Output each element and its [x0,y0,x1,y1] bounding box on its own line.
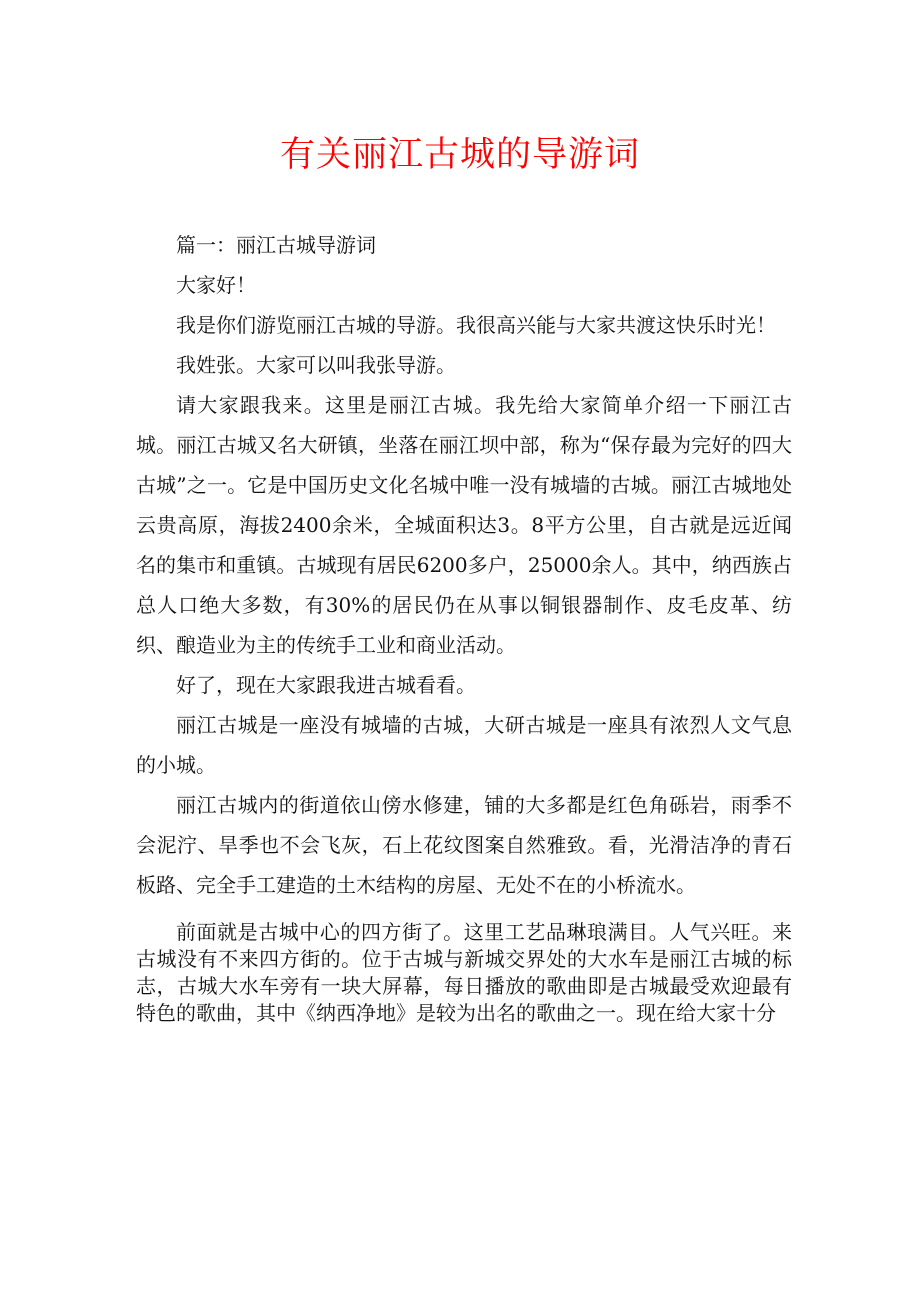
paragraph-square-street: 前面就是古城中心的四方街了。这里工艺品琳琅满目。人气兴旺。来古城没有不来四方街的。位于古城与新城交界处的大水车是丽江古城的标志，古城大水车旁有一块大屏幕，每日播放的歌曲即是古城最受欢迎最有特色的歌曲，其中《纳西净地》是较为出名的歌曲之一。现在给大家十分 [136,920,792,1025]
paragraph-no-wall: 丽江古城是一座没有城墙的古城，大研古城是一座具有浓烈人文气息的小城。 [136,713,792,777]
paragraph-streets: 丽江古城内的街道依山傍水修建，铺的大多都是红色角砾岩，雨季不会泥泞、旱季也不会飞灰，石上花纹图案自然雅致。看，光滑洁净的青石板路、完全手工建造的土木结构的房屋、无处不在的小桥流水。 [136,793,792,897]
paragraph-section-heading: 篇一：丽江古城导游词 [176,233,376,257]
paragraph-intro: 我是你们游览丽江古城的导游。我很高兴能与大家共渡这快乐时光！ [176,313,776,337]
paragraph-guide-name: 我姓张。大家可以叫我张导游。 [176,353,456,377]
document-body [136,225,792,1027]
document-title: 有关丽江古城的导游词 [279,135,640,175]
paragraph-city-overview: 请大家跟我来。这里是丽江古城。我先给大家简单介绍一下丽江古城。丽江古城又名大研镇，坐落在丽江坝中部，称为“保存最为完好的四大古城”之一。它是中国历史文化名城中唯一没有城墙的古城。丽江古城地处云贵高原，海拔2400余米，全城面积达3。8平方公里，自古就是远近闻名的集市和重镇。古城现有居民6200多户，25000余人。其中，纳西族占总人口绝大多数，有30%的居民仍在从事以铜银器制作、皮毛皮革、纺织、酿造业为主的传统手工业和商业活动。 [136,393,792,657]
paragraph-enter-city: 好了，现在大家跟我进古城看看。 [176,673,476,697]
paragraph-greeting: 大家好！ [176,273,256,297]
